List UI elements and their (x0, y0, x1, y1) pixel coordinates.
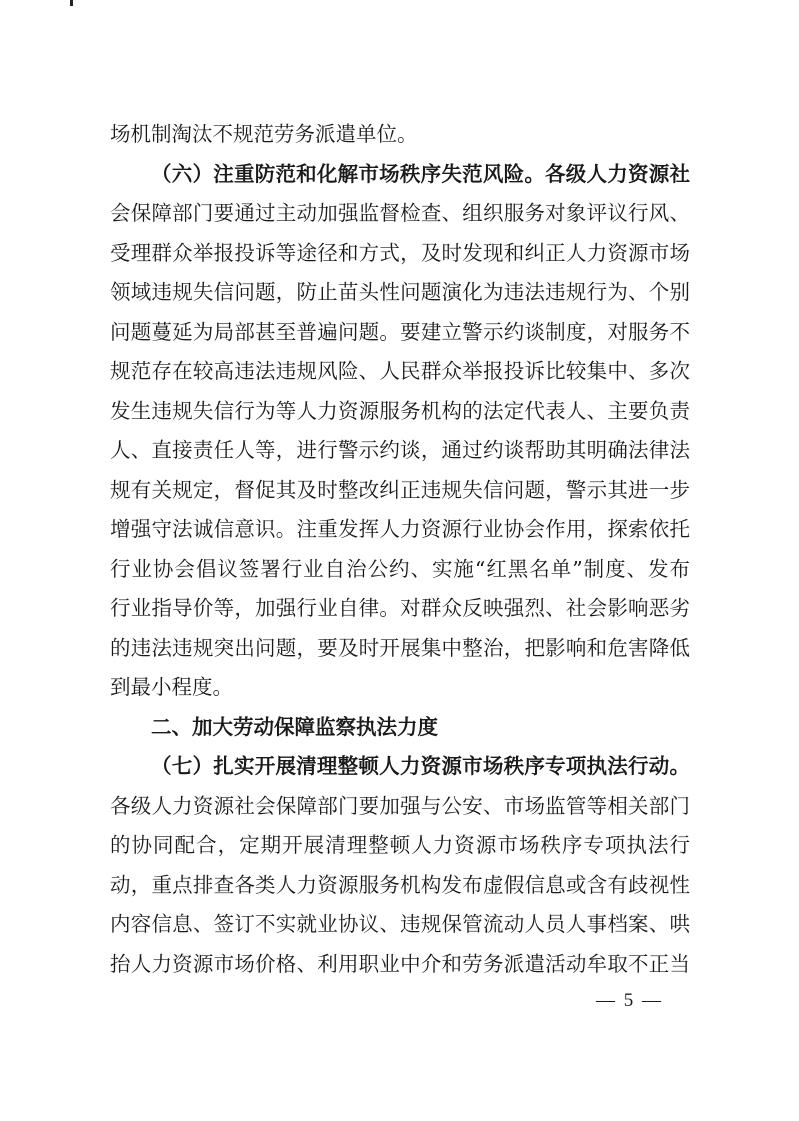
text-line: 场机制淘汰不规范劳务派遣单位。 (110, 122, 418, 146)
text-line: 到最小程度。 (110, 675, 233, 699)
text-line: 会保障部门要通过主动加强监督检查、组织服务对象评议行风、 (110, 201, 690, 225)
text-line: 行业协会倡议签署行业自治公约、实施“红黑名单”制度、发布 (110, 556, 690, 581)
text-line: 的违法违规突出问题，要及时开展集中整治，把影响和危害降低 (110, 635, 690, 660)
text-line: 发生违规失信行为等人力资源服务机构的法定代表人、主要负责 (110, 398, 690, 423)
text-line: 领域违规失信问题，防止苗头性问题演化为违法违规行为、个别 (110, 280, 690, 304)
subsection-7-heading-line: （七）扎实开展清理整顿人力资源市场秩序专项执法行动。 (151, 754, 690, 778)
subsection-6-heading-line: （六）注重防范和化解市场秩序失范风险。各级人力资源社 (151, 161, 690, 186)
text-line: 人、直接责任人等，进行警示约谈，通过约谈帮助其明确法律法 (110, 438, 690, 462)
text-line: 动，重点排查各类人力资源服务机构发布虚假信息或含有歧视性 (110, 872, 690, 897)
text-line: 抬人力资源市场价格、利用职业中介和劳务派遣活动牟取不正当 (110, 951, 690, 976)
body-text (110, 115, 690, 984)
text-line: 问题蔓延为局部甚至普遍问题。要建立警示约谈制度，对服务不 (110, 319, 690, 344)
text-line: 受理群众举报投诉等途径和方式，及时发现和纠正人力资源市场 (110, 240, 690, 265)
text-line: 增强守法诚信意识。注重发挥人力资源行业协会作用，探索依托 (110, 517, 690, 541)
page-number: — 5 — (596, 990, 663, 1011)
text-line: 内容信息、签订不实就业协议、违规保管流动人员人事档案、哄 (110, 912, 690, 936)
text-line: 的协同配合，定期开展清理整顿人力资源市场秩序专项执法行 (110, 833, 690, 857)
text-line: 行业指导价等，加强行业自律。对群众反映强烈、社会影响恶劣 (110, 596, 690, 620)
text-line: 规范存在较高违法违规风险、人民群众举报投诉比较集中、多次 (110, 359, 690, 383)
text-line: 规有关规定，督促其及时整改纠正违规失信问题，警示其进一步 (110, 477, 690, 502)
section-2-heading: 二、加大劳动保障监察执法力度 (151, 714, 438, 739)
scan-mark (70, 0, 73, 6)
text-line: 各级人力资源社会保障部门要加强与公安、市场监管等相关部门 (110, 793, 690, 818)
